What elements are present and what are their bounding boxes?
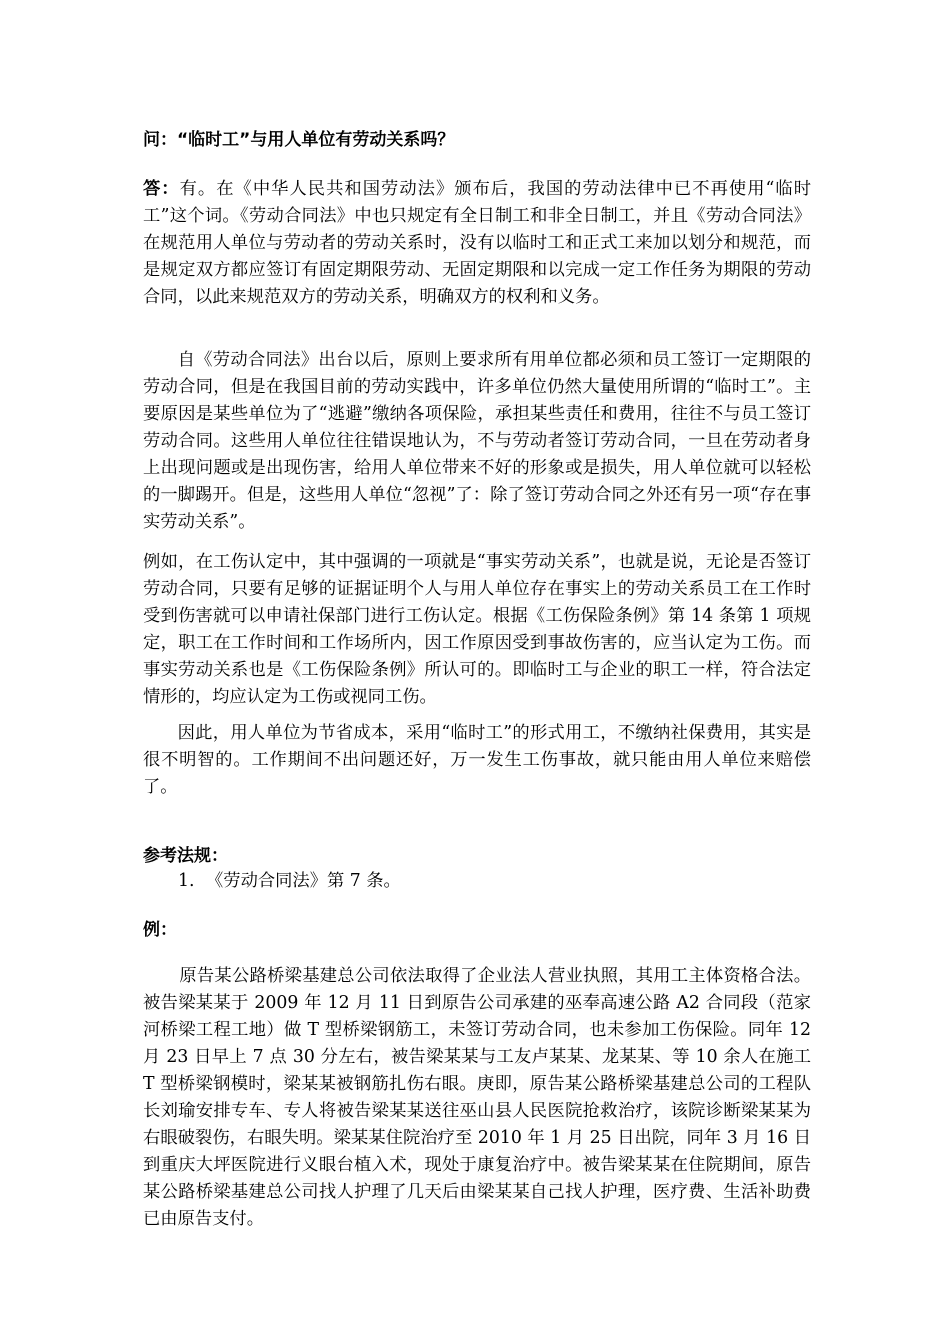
question-text: “临时工”与用人单位有劳动关系吗？ [177, 130, 455, 150]
question-label: 问： [143, 130, 177, 150]
references-heading: 参考法规： [143, 846, 228, 866]
reference-item-text: 《劳动合同法》第 7 条。 [206, 871, 401, 891]
example-paragraph: 原告某公路桥梁基建总公司依法取得了企业法人营业执照，其用工主体资格合法。被告梁某某于 2009 年 12 月 11 日到原告公司承建的巫奉高速公路 A2 合同段（范家河桥梁工程工地）做 T 型桥梁钢筋工，未签订劳动合同，也未参加工伤保险。同年 12 月 23 日早上 7 点 30 分左右，被告梁某某与工友卢某某、龙某某、等 10 余人在施工 T 型桥梁钢模时，梁某某被钢筋扎伤右眼。庚即，原告某公路桥梁基建总公司的工程队长刘瑜安排专车、专人将被告梁某某送往巫山县人民医院抢救治疗，该院诊断梁某某为右眼破裂伤，右眼失明。梁某某住院治疗至 2010 年 1 月 25 日出院，同年 3 月 16 日到重庆大坪医院进行义眼台植入术，现处于康复治疗中。被告梁某某在住院期间，原告某公路桥梁基建总公司找人护理了几天后由梁某某自己找人护理，医疗费、生活补助费已由原告支付。 [143, 966, 811, 1229]
answer-text: 有。在《中华人民共和国劳动法》颁布后，我国的劳动法律中已不再使用“临时工”这个词。《劳动合同法》中也只规定有全日制工和非全日制工，并且《劳动合同法》在规范用人单位与劳动者的劳动关系时，没有以临时工和正式工来加以划分和规范，而是规定双方都应签订有固定期限劳动、无固定期限和以完成一定工作任务为期限的劳动合同，以此来规范双方的劳动关系，明确双方的权利和义务。 [143, 179, 811, 307]
reference-item-number: 1. [178, 871, 195, 891]
answer-label: 答： [143, 179, 180, 199]
body-paragraph-2: 例如，在工伤认定中，其中强调的一项就是“事实劳动关系”，也就是说，无论是否签订劳动合同，只要有足够的证据证明个人与用人单位存在事实上的劳动关系员工在工作时受到伤害就可以申请社保部门进行工伤认定。根据《工伤保险条例》第 14 条第 1 项规定，职工在工作时间和工作场所内，因工作原因受到事故伤害的，应当认定为工伤。而事实劳动关系也是《工伤保险条例》所认可的。即临时工与企业的职工一样，符合法定情形的，均应认定为工伤或视同工伤。 [143, 552, 811, 707]
example-heading: 例： [143, 920, 177, 940]
question-heading [143, 127, 811, 154]
body-paragraph-3: 因此，用人单位为节省成本，采用“临时工”的形式用工，不缴纳社保费用，其实是很不明智的。工作期间不出问题还好，万一发生工伤事故，就只能由用人单位来赔偿了。 [143, 723, 811, 797]
body-paragraph-1: 自《劳动合同法》出台以后，原则上要求所有用单位都必须和员工签订一定期限的劳动合同，但是在我国目前的劳动实践中，许多单位仍然大量使用所谓的“临时工”。主要原因是某些单位为了“逃避”缴纳各项保险，承担某些责任和费用，往往不与员工签订劳动合同。这些用人单位往往错误地认为，不与劳动者签订劳动合同，一旦在劳动者身上出现问题或是出现伤害，给用人单位带来不好的形象或是损失，用人单位就可以轻松的一脚踢开。但是，这些用人单位“忽视”了：除了签订劳动合同之外还有另一项“存在事实劳动关系”。 [143, 350, 811, 532]
answer-paragraph [143, 176, 811, 311]
reference-item-1 [178, 868, 401, 895]
